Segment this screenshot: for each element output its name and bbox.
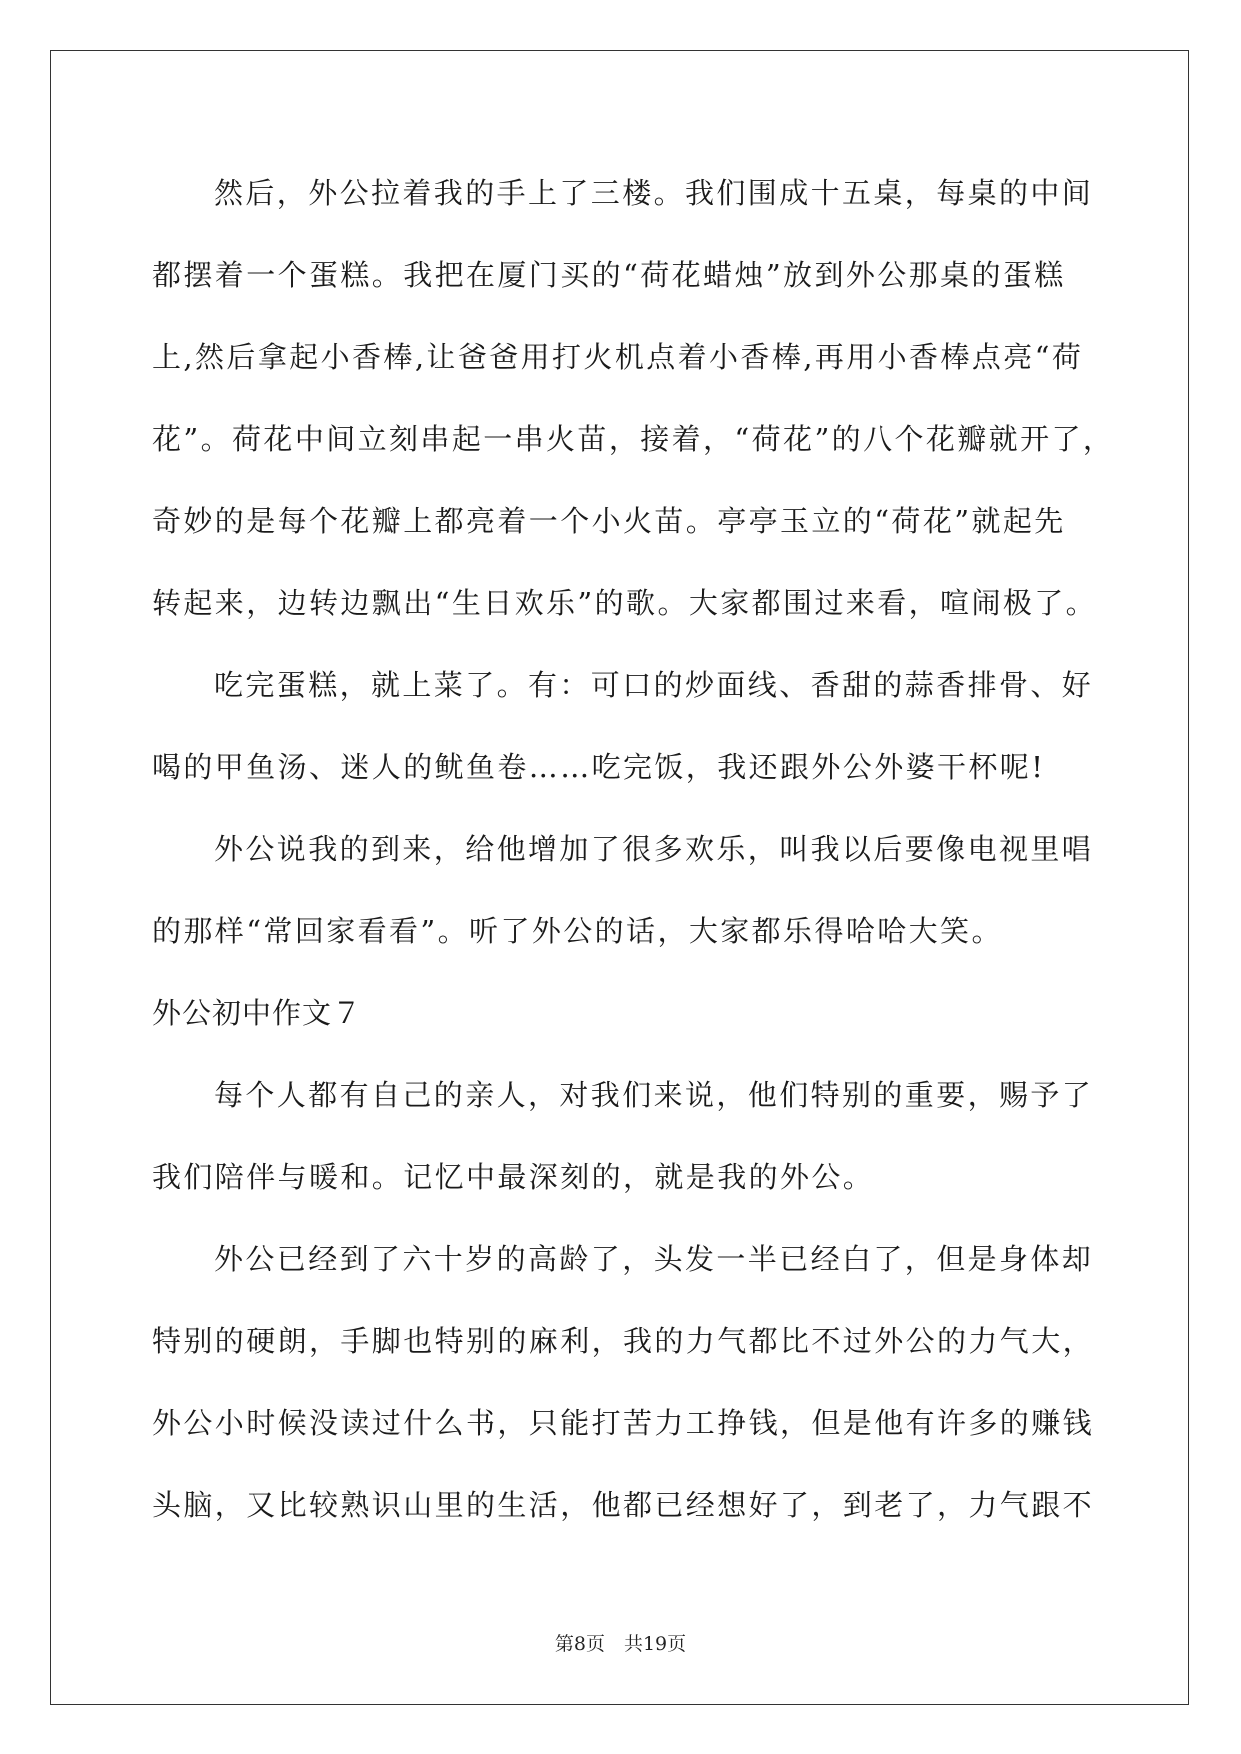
text-line: 外公小时候没读过什么书，只能打苦力工挣钱，但是他有许多的赚钱 [152,1406,1095,1440]
text-line: 然后，外公拉着我的手上了三楼。我们围成十五桌，每桌的中间 [214,176,1094,210]
text-line: 外公说我的到来，给他增加了很多欢乐，叫我以后要像电视里唱 [214,832,1094,866]
text-line: 我们陪伴与暖和。记忆中最深刻的，就是我的外公。 [152,1160,875,1194]
text-line: 头脑，又比较熟识山里的生活，他都已经想好了，到老了，力气跟不 [152,1488,1095,1522]
page-footer [0,1632,1241,1656]
text-line: 喝的甲鱼汤、迷人的鱿鱼卷……吃完饭，我还跟外公外婆干杯呢! [152,750,1046,784]
text-line: 的那样“常回家看看”。听了外公的话，大家都乐得哈哈大笑。 [152,914,1003,948]
page-number: 第8页 共19页 [554,1633,687,1655]
text-line: 每个人都有自己的亲人，对我们来说，他们特别的重要，赐予了 [214,1078,1094,1112]
text-line: 转起来，边转边飘出“生日欢乐”的歌。大家都围过来看，喧闹极了。 [152,586,1098,620]
text-line: 上,然后拿起小香棒,让爸爸用打火机点着小香棒,再用小香棒点亮“荷 [152,340,1084,374]
text-line: 都摆着一个蛋糕。我把在厦门买的“荷花蜡烛”放到外公那桌的蛋糕 [152,258,1066,292]
text-line: 吃完蛋糕，就上菜了。有：可口的炒面线、香甜的蒜香排骨、好 [214,668,1094,702]
document-body [152,157,1115,1551]
text-line: 外公已经到了六十岁的高龄了，头发一半已经白了，但是身体却 [214,1242,1094,1276]
section-heading: 外公初中作文７ [152,996,363,1030]
text-line: 特别的硬朗，手脚也特别的麻利，我的力气都比不过外公的力气大， [152,1324,1095,1358]
text-line: 奇妙的是每个花瓣上都亮着一个小火苗。亭亭玉立的“荷花”就起先 [152,504,1066,538]
text-line: 花”。荷花中间立刻串起一串火苗，接着，“荷花”的八个花瓣就开了， [152,422,1115,456]
